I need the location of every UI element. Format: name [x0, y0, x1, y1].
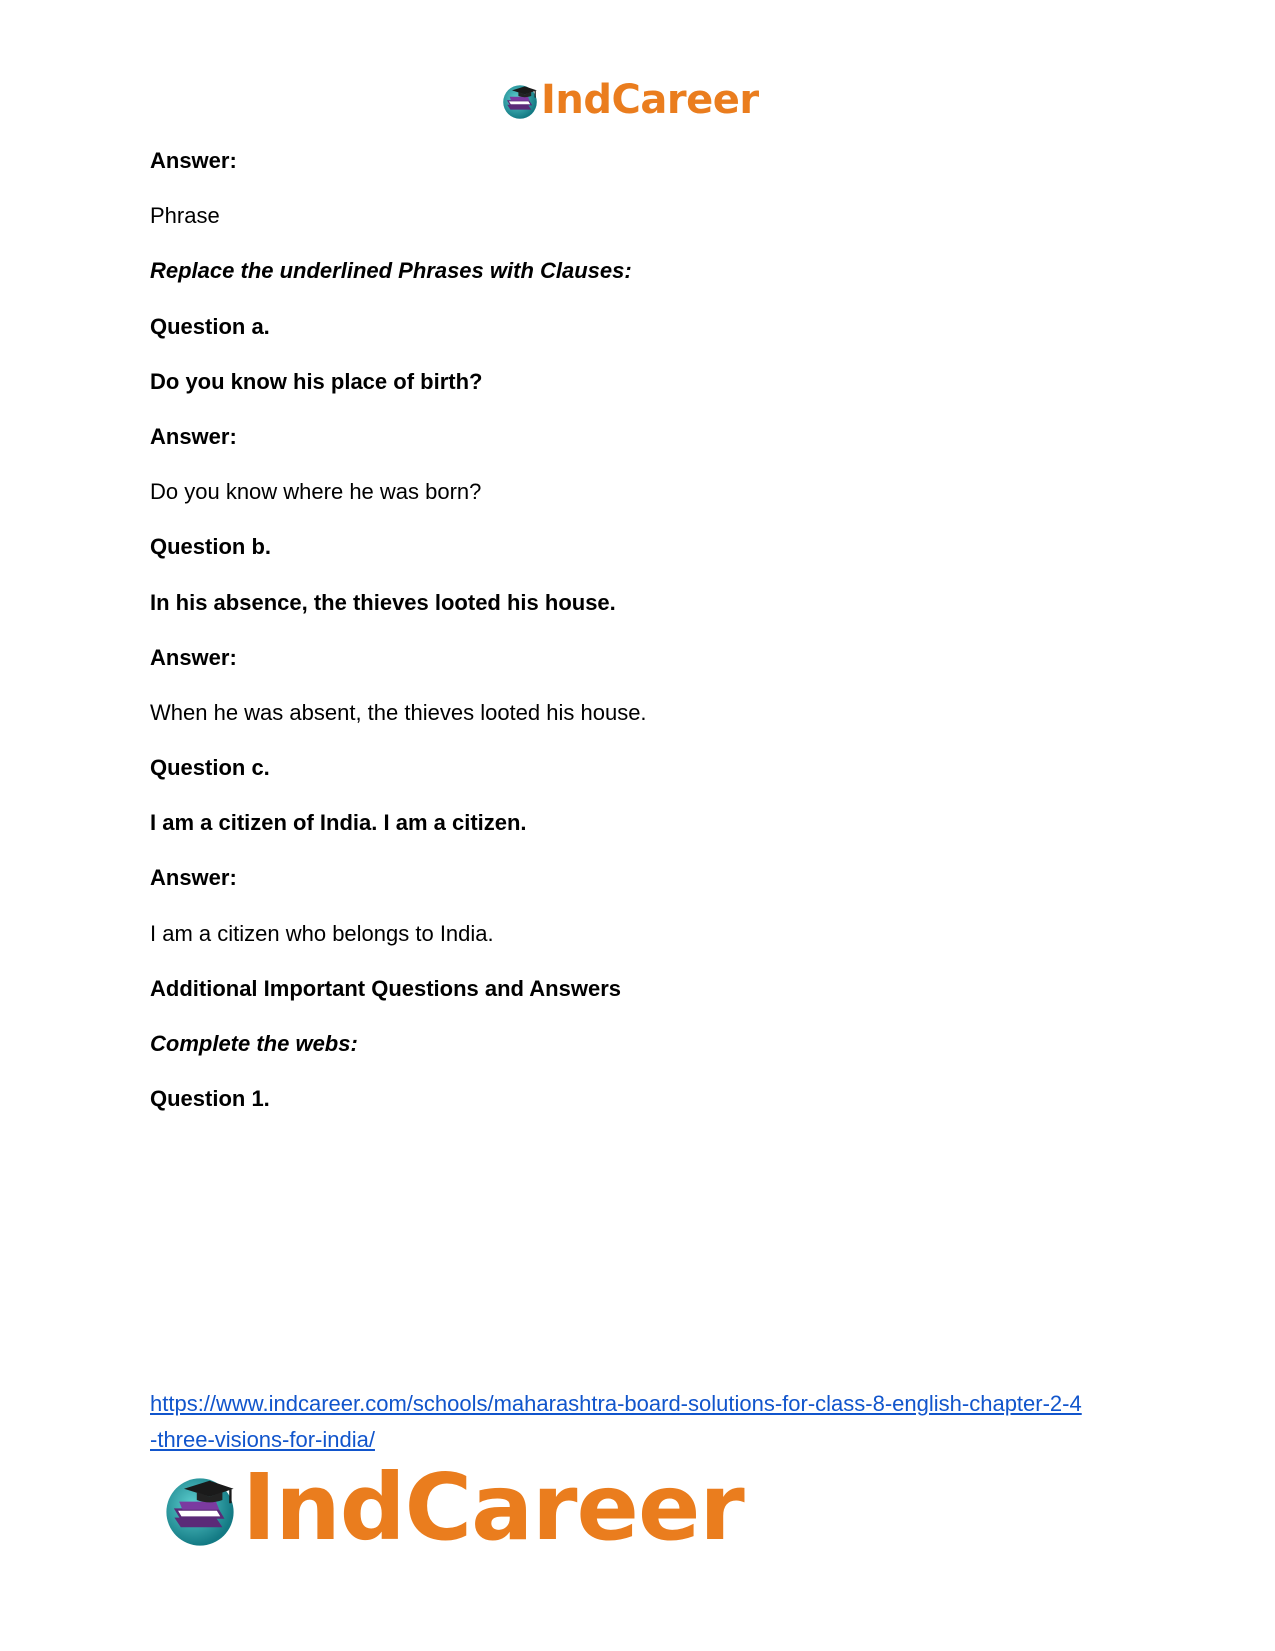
text-line: In his absence, the thieves looted his house.	[150, 589, 616, 615]
text-line: Question c.	[150, 755, 270, 781]
text-line: Answer:	[150, 865, 237, 891]
text-line: When he was absent, the thieves looted his house.	[150, 699, 647, 725]
graduation-cap-book-globe-icon	[160, 1468, 240, 1548]
graduation-cap-book-globe-icon	[500, 80, 540, 120]
source-link-line-2[interactable]: -three-visions-for-india/	[150, 1427, 375, 1452]
text-line: Additional Important Questions and Answers	[150, 975, 622, 1001]
text-line: Question a.	[150, 313, 270, 339]
text-line: Do you know where he was born?	[150, 479, 482, 505]
text-line: Question b.	[150, 534, 271, 560]
header-logo	[500, 77, 759, 123]
source-link-line-1[interactable]: https://www.indcareer.com/schools/maharashtra-board-solutions-for-class-8-english-chapter-2-4	[150, 1391, 1082, 1416]
text-line: Answer:	[150, 644, 237, 670]
logo-wordmark: IndCareer	[541, 77, 759, 123]
logo-wordmark: IndCareer	[242, 1454, 744, 1561]
text-line: Replace the underlined Phrases with Clauses:	[150, 258, 632, 284]
text-line: Complete the webs:	[150, 1031, 358, 1056]
document-body	[150, 148, 1150, 1141]
text-line: Answer:	[150, 423, 237, 449]
text-line: Question 1.	[150, 1086, 270, 1112]
text-line: Answer:	[150, 148, 237, 173]
source-link[interactable]	[150, 1386, 1150, 1458]
text-line: Phrase	[150, 203, 220, 229]
text-line: I am a citizen who belongs to India.	[150, 920, 494, 946]
text-line: I am a citizen of India. I am a citizen.	[150, 810, 527, 836]
footer-logo	[160, 1454, 744, 1561]
text-line: Do you know his place of birth?	[150, 368, 483, 394]
